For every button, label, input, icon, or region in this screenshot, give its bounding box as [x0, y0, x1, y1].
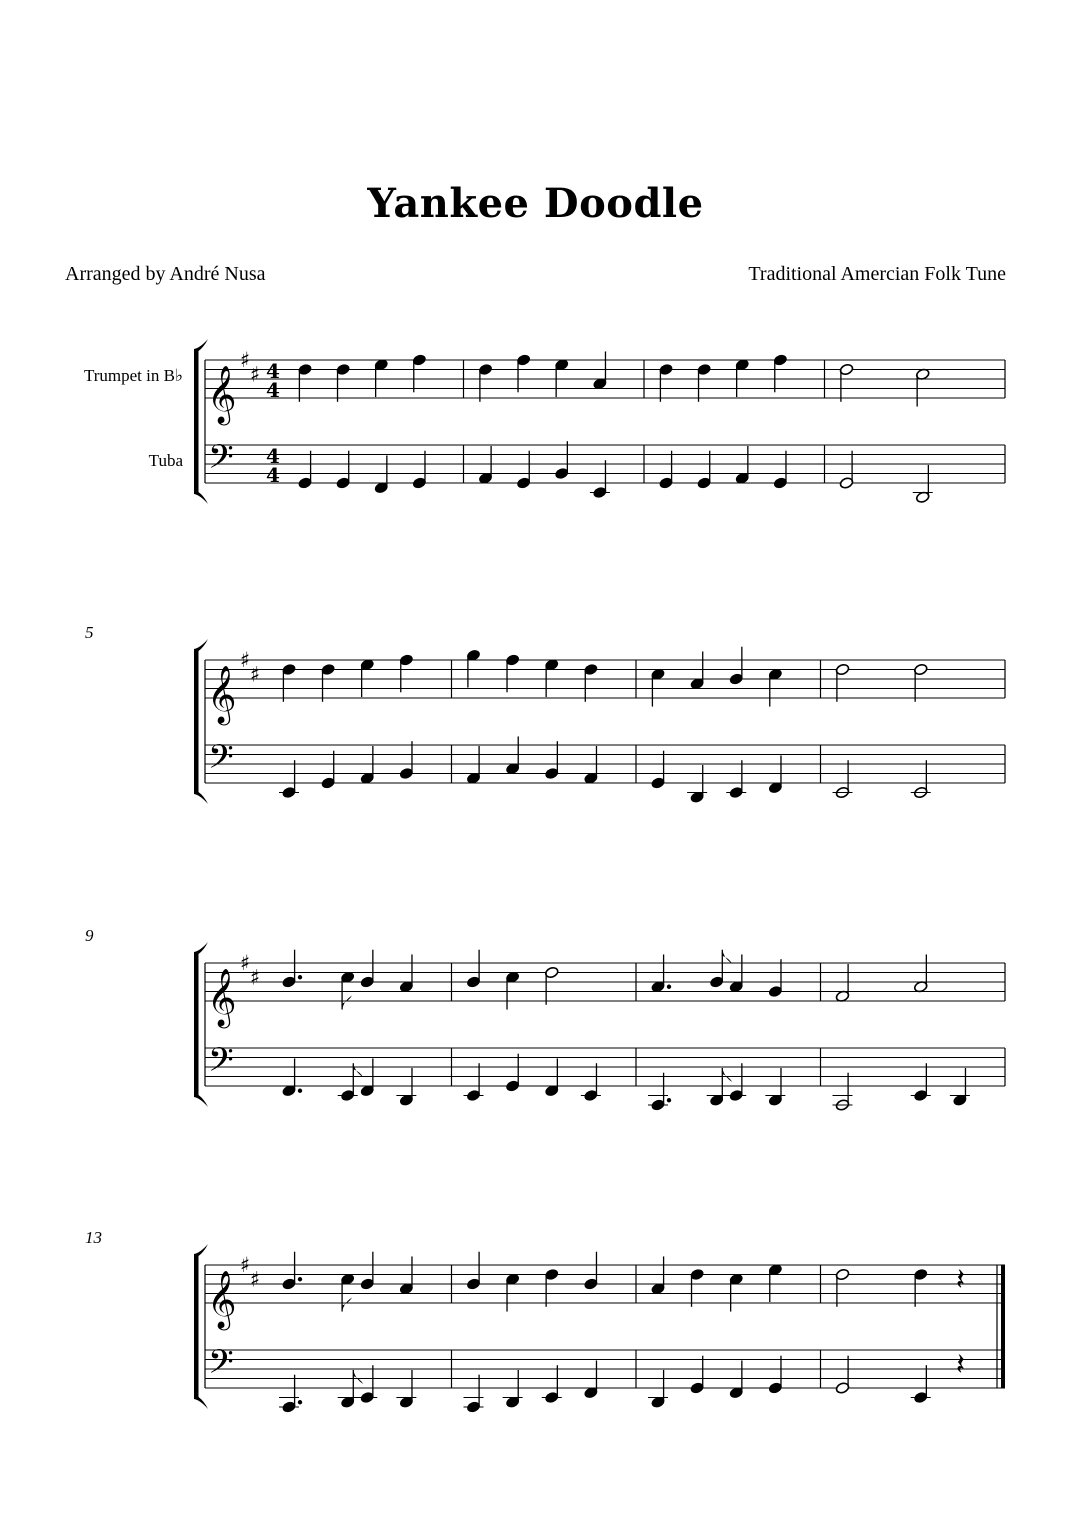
- note: [839, 451, 854, 490]
- note: [659, 451, 674, 490]
- note: [340, 1273, 355, 1312]
- note: [729, 1063, 744, 1102]
- arranger-credit: Arranged by André Nusa: [65, 263, 266, 285]
- note: [659, 363, 674, 402]
- bracket-top: [194, 1244, 208, 1256]
- quarter-rest: 𝄽: [955, 1262, 966, 1298]
- note: [360, 950, 375, 989]
- note-flag: [353, 1063, 363, 1077]
- key-sharp: ♯: [250, 662, 261, 687]
- note: [505, 971, 520, 1010]
- note: [544, 658, 559, 697]
- note: [374, 455, 389, 494]
- note: [913, 1365, 928, 1404]
- key-sharp: ♯: [240, 648, 251, 672]
- note: [709, 950, 732, 989]
- note-flag: [353, 1370, 363, 1384]
- note: [505, 654, 520, 693]
- note: [735, 358, 750, 397]
- note-flag: [342, 1298, 352, 1312]
- dot: [667, 1098, 671, 1102]
- note: [282, 1058, 303, 1097]
- note: [336, 451, 351, 490]
- composer-credit: Traditional Amercian Folk Tune: [748, 263, 1006, 285]
- note: [583, 663, 598, 702]
- note: [321, 751, 336, 790]
- system-bracket: [194, 349, 199, 494]
- note: [952, 1068, 967, 1107]
- system-bracket: [194, 649, 199, 794]
- note: [690, 651, 705, 690]
- note: [282, 663, 297, 702]
- bracket-bottom: [194, 492, 208, 504]
- key-sharp: ♯: [250, 362, 261, 387]
- note: [399, 654, 414, 693]
- note: [651, 751, 666, 790]
- note: [651, 1370, 666, 1409]
- note: [466, 1252, 481, 1291]
- note: [340, 1370, 363, 1409]
- note: [360, 1252, 375, 1291]
- note: [651, 954, 672, 993]
- note: [651, 1073, 672, 1112]
- note: [399, 741, 414, 780]
- note: [651, 1256, 666, 1295]
- bracket-top: [194, 942, 208, 954]
- key-sharp: ♯: [250, 1267, 261, 1292]
- dot: [667, 985, 671, 989]
- note: [773, 354, 788, 393]
- note: [466, 1375, 481, 1414]
- note: [768, 959, 783, 998]
- note: [466, 1063, 481, 1102]
- bracket-top: [194, 339, 208, 351]
- note: [583, 1252, 598, 1291]
- note: [835, 1073, 850, 1112]
- note: [544, 1268, 559, 1307]
- note-flag: [722, 950, 732, 964]
- note: [544, 741, 559, 780]
- note: [544, 966, 559, 1005]
- time-signature-denominator: 4: [266, 463, 280, 487]
- note: [282, 760, 297, 799]
- bass-clef: 𝄢: [208, 1041, 234, 1088]
- bracket-top: [194, 639, 208, 651]
- note: [697, 363, 712, 402]
- note: [336, 363, 351, 402]
- treble-clef: 𝄞: [207, 1270, 237, 1328]
- note: [915, 368, 930, 407]
- measure-number: 5: [85, 623, 94, 642]
- bracket-bottom: [194, 792, 208, 804]
- note: [478, 363, 493, 402]
- note: [583, 746, 598, 785]
- note: [478, 446, 493, 485]
- time-signature-numerator: 4: [266, 359, 280, 383]
- note: [399, 954, 414, 993]
- note: [729, 954, 744, 993]
- note: [709, 1068, 732, 1107]
- note: [554, 358, 569, 397]
- key-sharp: ♯: [240, 1253, 251, 1277]
- note: [505, 736, 520, 775]
- dot: [298, 975, 302, 979]
- note: [835, 1356, 850, 1395]
- note: [399, 1256, 414, 1295]
- note: [690, 1268, 705, 1307]
- note: [768, 755, 783, 794]
- note: [729, 1273, 744, 1312]
- note: [466, 950, 481, 989]
- note-flag: [722, 1068, 732, 1082]
- note: [690, 765, 705, 804]
- note: [839, 363, 854, 402]
- note: [768, 1356, 783, 1395]
- note: [913, 954, 928, 993]
- key-sharp: ♯: [240, 348, 251, 372]
- note: [583, 1063, 598, 1102]
- note: [298, 451, 313, 490]
- note: [768, 1263, 783, 1302]
- bracket-bottom: [194, 1397, 208, 1409]
- note: [554, 441, 569, 480]
- note: [913, 663, 928, 702]
- note: [505, 1054, 520, 1093]
- note: [412, 354, 427, 393]
- note: [768, 668, 783, 707]
- note: [412, 451, 427, 490]
- bass-clef: 𝄢: [208, 1343, 234, 1390]
- key-sharp: ♯: [250, 965, 261, 990]
- note: [340, 1063, 363, 1102]
- note: [768, 1068, 783, 1107]
- score-title: Yankee Doodle: [367, 180, 704, 227]
- note: [913, 1063, 928, 1102]
- note: [544, 1058, 559, 1097]
- note: [835, 760, 850, 799]
- note: [835, 964, 850, 1003]
- dot: [298, 1089, 302, 1093]
- note: [282, 1375, 303, 1414]
- note: [298, 363, 313, 402]
- note: [360, 746, 375, 785]
- note: [374, 358, 389, 397]
- note: [516, 354, 531, 393]
- note: [592, 351, 607, 390]
- note: [835, 663, 850, 702]
- note: [773, 451, 788, 490]
- quarter-rest: 𝄽: [955, 1347, 966, 1383]
- note: [282, 1252, 303, 1291]
- note: [583, 1360, 598, 1399]
- note: [505, 1370, 520, 1409]
- time-signature-numerator: 4: [266, 444, 280, 468]
- system-bracket: [194, 952, 199, 1097]
- note: [399, 1370, 414, 1409]
- instrument-label-trumpet: Trumpet in B♭: [83, 365, 183, 385]
- note: [913, 760, 928, 799]
- treble-clef: 𝄞: [207, 968, 237, 1026]
- key-sharp: ♯: [240, 951, 251, 975]
- note-flag: [342, 996, 352, 1010]
- note: [913, 1268, 928, 1307]
- note: [729, 647, 744, 686]
- note: [466, 746, 481, 785]
- dot: [298, 1400, 302, 1404]
- note: [360, 1365, 375, 1404]
- instrument-label-tuba: Tuba: [148, 450, 183, 470]
- note: [697, 451, 712, 490]
- final-barline: [1001, 1265, 1005, 1388]
- bass-clef: 𝄢: [208, 438, 234, 485]
- note: [282, 950, 303, 989]
- note: [321, 663, 336, 702]
- time-signature-denominator: 4: [266, 378, 280, 402]
- note: [735, 446, 750, 485]
- measure-number: 9: [85, 926, 94, 945]
- note: [505, 1273, 520, 1312]
- dot: [298, 1277, 302, 1281]
- note: [729, 1360, 744, 1399]
- note: [544, 1365, 559, 1404]
- note: [651, 668, 666, 707]
- note: [360, 1058, 375, 1097]
- note: [690, 1356, 705, 1395]
- note: [516, 451, 531, 490]
- note: [592, 460, 607, 499]
- note: [915, 465, 930, 504]
- note: [835, 1268, 850, 1307]
- measure-number: 13: [85, 1228, 102, 1247]
- treble-clef: 𝄞: [207, 665, 237, 723]
- note: [399, 1068, 414, 1107]
- system-bracket: [194, 1254, 199, 1399]
- bass-clef: 𝄢: [208, 738, 234, 785]
- note: [360, 658, 375, 697]
- note: [340, 971, 355, 1010]
- bracket-bottom: [194, 1095, 208, 1107]
- treble-clef: 𝄞: [207, 365, 237, 423]
- note: [729, 760, 744, 799]
- note: [466, 649, 481, 688]
